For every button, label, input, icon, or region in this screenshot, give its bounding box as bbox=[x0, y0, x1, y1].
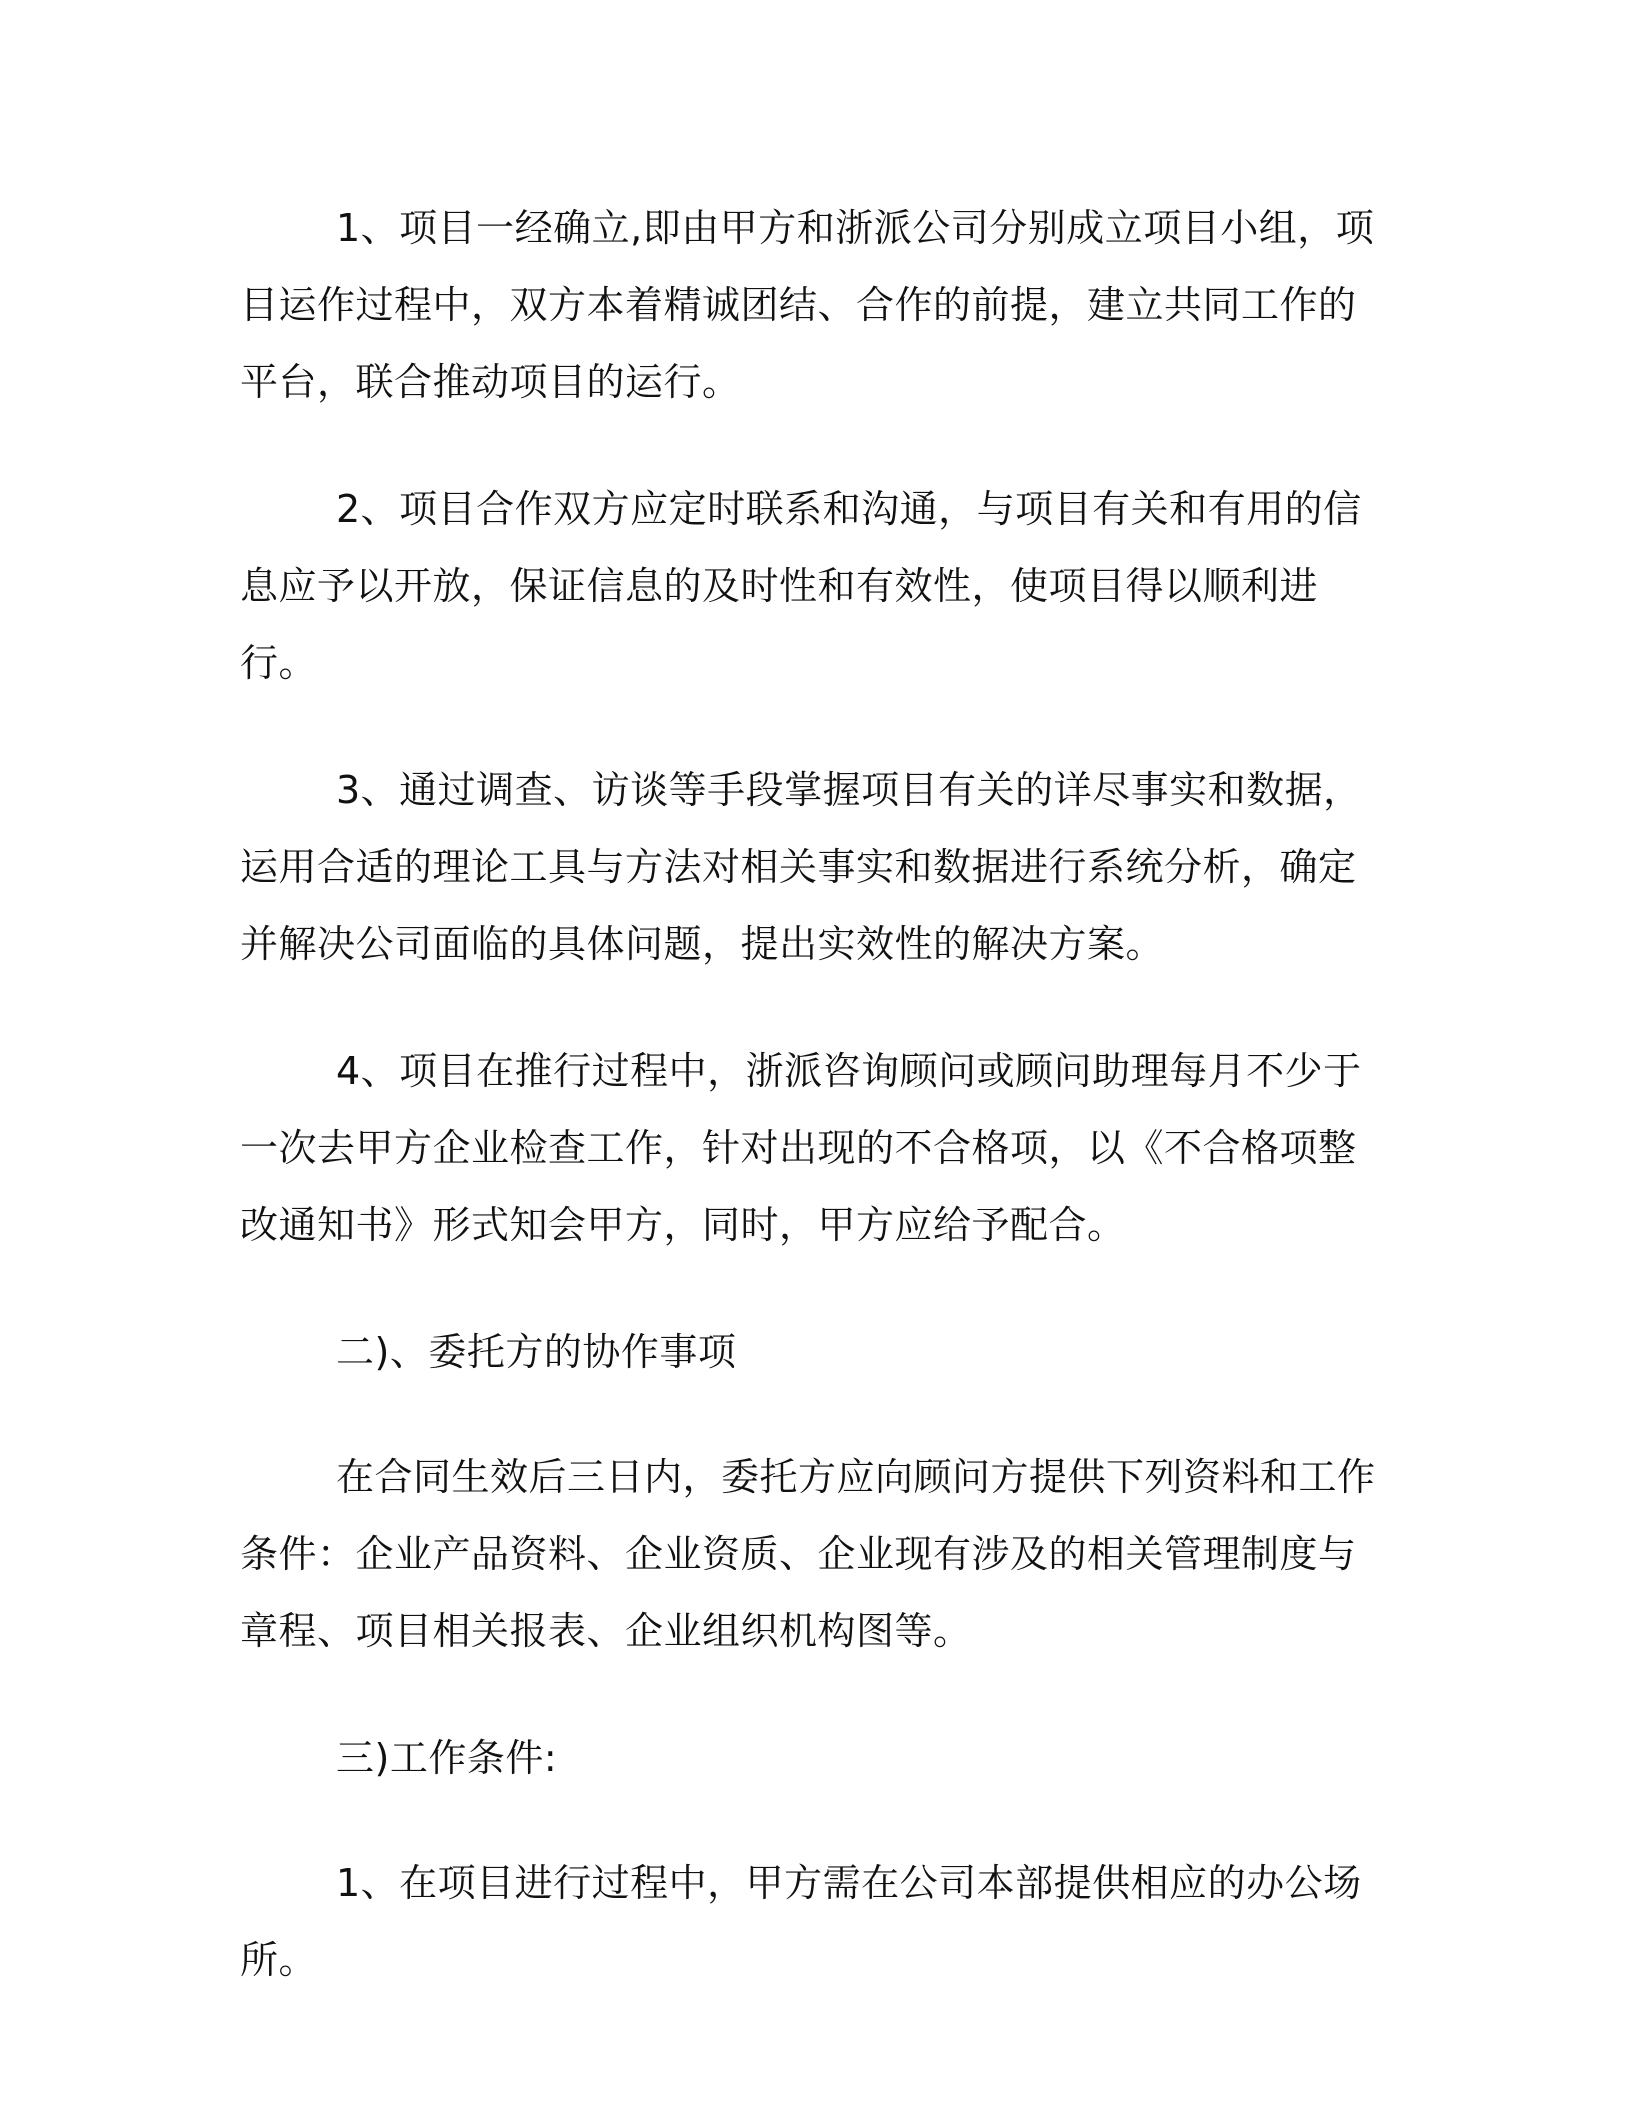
section-heading-conditions: 三)工作条件: bbox=[336, 1736, 558, 1780]
document-body bbox=[240, 190, 1380, 2049]
paragraph-item-1: 1、项目一经确立,即由甲方和浙派公司分别成立项目小组，项目运作过程中，双方本着精诚团结、合作的前提，建立共同工作的平台，联合推动项目的运行。 bbox=[240, 206, 1375, 404]
paragraph-client-materials: 在合同生效后三日内，委托方应向顾问方提供下列资料和工作条件：企业产品资料、企业资质、企业现有涉及的相关管理制度与章程、项目相关报表、企业组织机构图等。 bbox=[240, 1455, 1376, 1653]
paragraph-item-2: 2、项目合作双方应定时联系和沟通，与项目有关和有用的信息应予以开放，保证信息的及时性和有效性，使项目得以顺利进行。 bbox=[240, 487, 1362, 685]
paragraph-office-space: 1、在项目进行过程中，甲方需在公司本部提供相应的办公场所。 bbox=[240, 1861, 1362, 1982]
paragraph-item-3: 3、通过调查、访谈等手段掌握项目有关的详尽事实和数据，运用合适的理论工具与方法对相关事实和数据进行系统分析，确定并解决公司面临的具体问题，提出实效性的解决方案。 bbox=[240, 768, 1362, 966]
paragraph-item-4: 4、项目在推行过程中，浙派咨询顾问或顾问助理每月不少于一次去甲方企业检查工作，针对出现的不合格项，以《不合格项整改通知书》形式知会甲方，同时，甲方应给予配合。 bbox=[240, 1049, 1362, 1247]
section-heading-collaboration: 二)、委托方的协作事项 bbox=[336, 1330, 737, 1374]
